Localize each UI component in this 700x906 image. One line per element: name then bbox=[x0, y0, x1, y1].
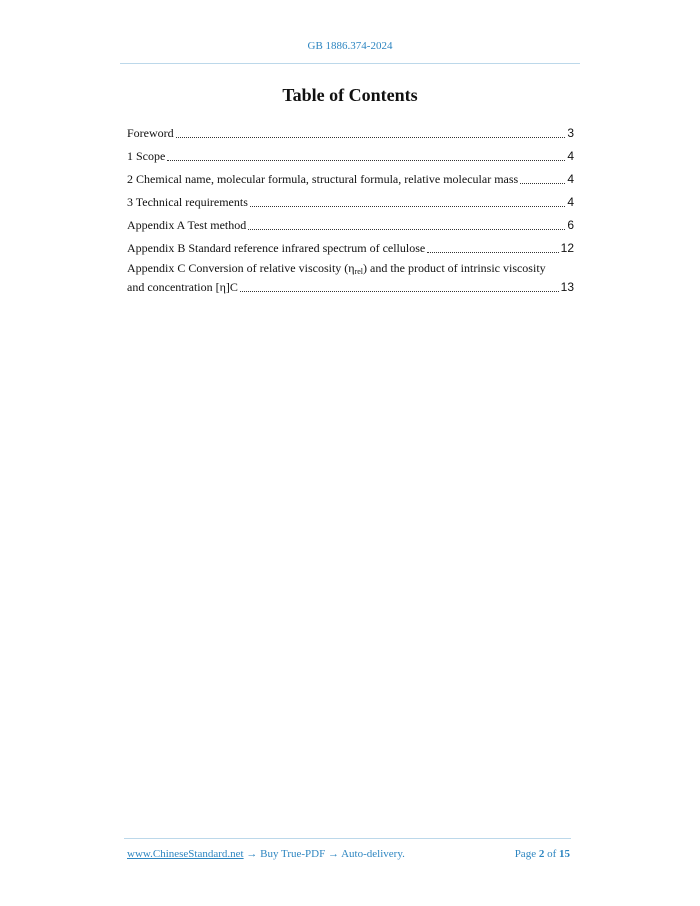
subscript-rel: rel bbox=[354, 267, 364, 276]
toc-page-number: 4 bbox=[567, 149, 574, 163]
toc-leader-dots bbox=[167, 160, 565, 161]
toc-leader-dots bbox=[248, 229, 565, 230]
toc-entry-text: Appendix A Test method bbox=[127, 218, 247, 232]
of-label: of bbox=[547, 848, 557, 860]
toc-entry-appendix-a[interactable] bbox=[127, 210, 574, 233]
toc-entry-text: Appendix B Standard reference infrared spectrum of cellulose bbox=[127, 241, 426, 255]
toc-entry-chemical-name[interactable] bbox=[127, 164, 574, 187]
toc-leader-dots bbox=[176, 137, 566, 138]
toc-title: Table of Contents bbox=[282, 85, 418, 105]
toc-leader-dots bbox=[520, 183, 565, 184]
toc-page-number: 6 bbox=[567, 218, 574, 232]
toc-leader-dots bbox=[250, 206, 565, 207]
toc-entry-appendix-b[interactable] bbox=[127, 233, 574, 256]
toc-leader-dots bbox=[240, 291, 559, 292]
toc-page-number: 4 bbox=[567, 172, 574, 186]
toc-entry-text-line2 bbox=[127, 280, 574, 295]
current-page-number: 2 bbox=[538, 848, 545, 860]
toc-page-number: 3 bbox=[567, 126, 574, 140]
total-pages-number: 15 bbox=[559, 848, 570, 860]
footer-promo bbox=[127, 848, 405, 860]
toc-entry-text: 2 Chemical name, molecular formula, structural formula, relative molecular mass bbox=[127, 172, 519, 186]
page-indicator bbox=[515, 848, 570, 860]
page-label: Page bbox=[514, 848, 537, 860]
toc-entry-scope[interactable] bbox=[127, 141, 574, 164]
toc-entry-text: Foreword bbox=[127, 126, 174, 140]
toc-page-number: 13 bbox=[560, 280, 574, 294]
promo-text: → Buy True-PDF → Auto-delivery. bbox=[243, 848, 405, 860]
toc-list bbox=[127, 118, 574, 295]
toc-entry-technical-requirements[interactable] bbox=[127, 187, 574, 210]
toc-entry-appendix-c[interactable] bbox=[127, 260, 574, 295]
toc-leader-dots bbox=[427, 252, 558, 253]
header-divider bbox=[120, 63, 580, 64]
toc-entry-foreword[interactable] bbox=[127, 118, 574, 141]
toc-entry-text-part: ) and the product of intrinsic viscosity bbox=[363, 261, 546, 275]
toc-entry-text: and concentration [η]C bbox=[127, 280, 238, 294]
toc-entry-text-line1 bbox=[127, 260, 574, 280]
toc-page-number: 12 bbox=[560, 241, 574, 255]
toc-entry-text: 3 Technical requirements bbox=[127, 195, 248, 209]
site-link[interactable]: www.ChineseStandard.net bbox=[127, 848, 244, 860]
toc-page-number: 4 bbox=[567, 195, 574, 209]
page-header-standard-id: GB 1886.374-2024 bbox=[307, 40, 393, 52]
footer-divider bbox=[124, 838, 571, 839]
toc-entry-text-part: Appendix C Conversion of relative viscosity (η bbox=[127, 261, 355, 275]
toc-entry-text: 1 Scope bbox=[127, 149, 166, 163]
